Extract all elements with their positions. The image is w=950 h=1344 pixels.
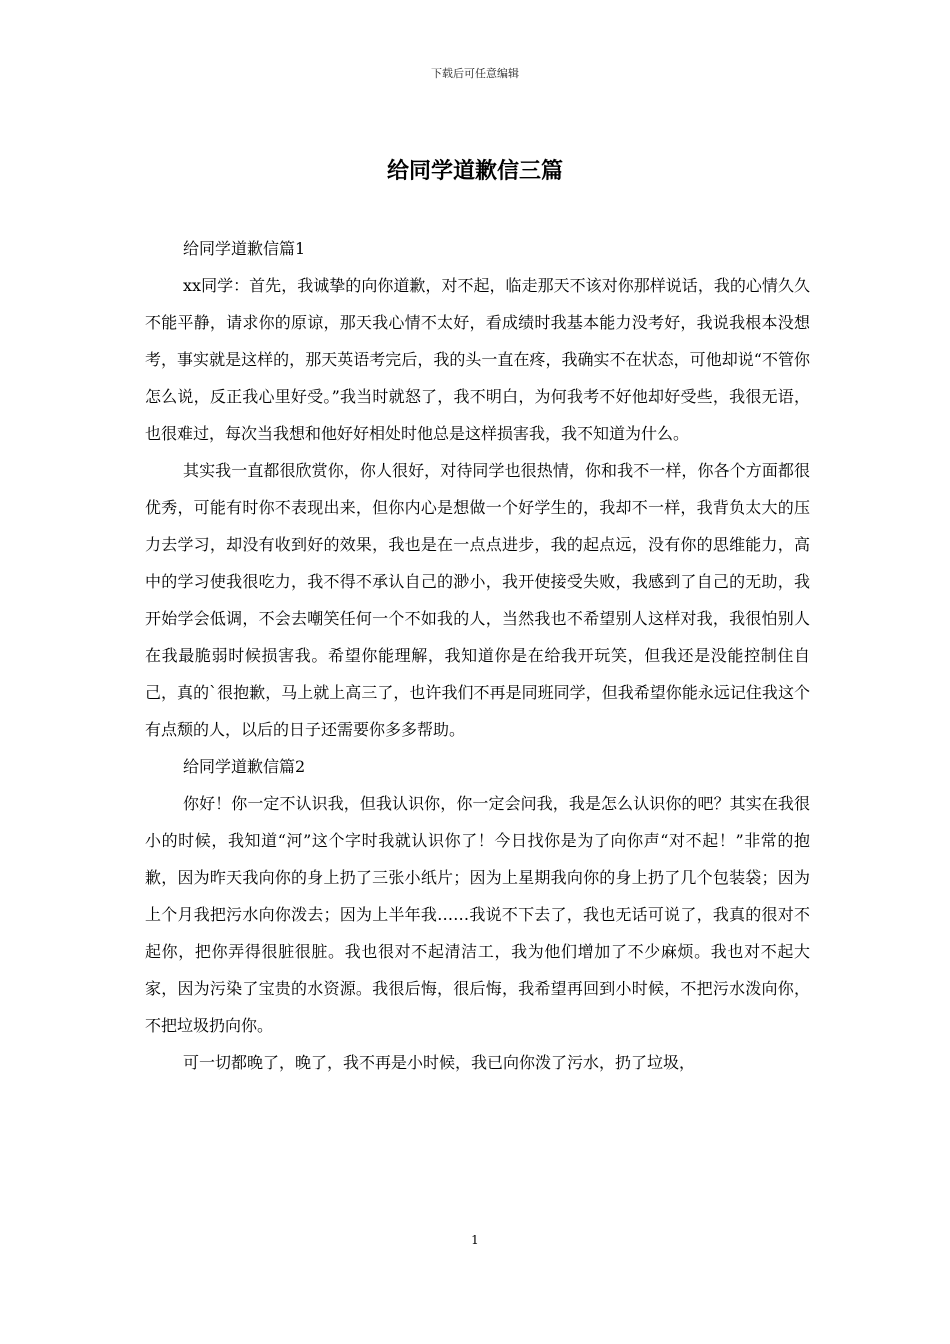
section-heading-2: 给同学道歉信篇2 (183, 757, 306, 776)
document-title: 给同学道歉信三篇 (386, 158, 563, 184)
body-paragraph: 其实我一直都很欣赏你，你人很好，对待同学也很热情，你和我不一样，你各个方面都很优秀，可能有时你不表现出来，但你内心是想做一个好学生的，我却不一样，我背负太大的压力去学习，却没有收到好的效果，我也是在一点点进步，我的起点远，没有你的思维能力，高中的学习使我很吃力，我不得不承认自己的渺小，我开使接受失败，我感到了自己的无助，我开始学会低调，不会去嘲笑任何一个不如我的人，当然我也不希望别人这样对我，我很怕别人在我最脆弱时候损害我。希望你能理解，我知道你是在给我开玩笑，但我还是没能控制住自己，真的`很抱歉，马上就上高三了，也许我们不再是同班同学，但我希望你能永远记住我这个有点颓的人，以后的日子还需要你多多帮助。 (145, 461, 810, 739)
body-paragraph: 可一切都晚了，晚了，我不再是小时候，我已向你泼了污水，扔了垃圾， (183, 1053, 696, 1072)
body-paragraph: xx同学：首先，我诚挚的向你道歉，对不起，临走那天不该对你那样说话，我的心情久久不能平静，请求你的原谅，那天我心情不太好，看成绩时我基本能力没考好，我说我根本没想考，事实就是这样的，那天英语考完后，我的头一直在疼，我确实不在状态，可他却说“不管你怎么说，反正我心里好受。”我当时就怒了，我不明白，为何我考不好他却好受些，我很无语，也很难过，每次当我想和他好好相处时他总是这样损害我，我不知道为什么。 (145, 276, 810, 443)
body-paragraph: 你好！你一定不认识我，但我认识你，你一定会问我，我是怎么认识你的吧？其实在我很小的时候，我知道“河”这个字时我就认识你了！今日找你是为了向你声“对不起！”非常的抱歉，因为昨天我向你的身上扔了三张小纸片；因为上星期我向你的身上扔了几个包装袋；因为上个月我把污水向你泼去；因为上半年我……我说不下去了，我也无话可说了，我真的很对不起你，把你弄得很脏很脏。我也很对不起清洁工，我为他们增加了不少麻烦。我也对不起大家，因为污染了宝贵的水资源。我很后悔，很后悔，我希望再回到小时候，不把污水泼向你，不把垃圾扔向你。 (145, 794, 810, 1035)
section-heading-1: 给同学道歉信篇1 (183, 239, 306, 258)
document-body (145, 230, 810, 1081)
page-number: 1 (471, 1233, 479, 1247)
header-note: 下载后可任意编辑 (431, 67, 519, 80)
